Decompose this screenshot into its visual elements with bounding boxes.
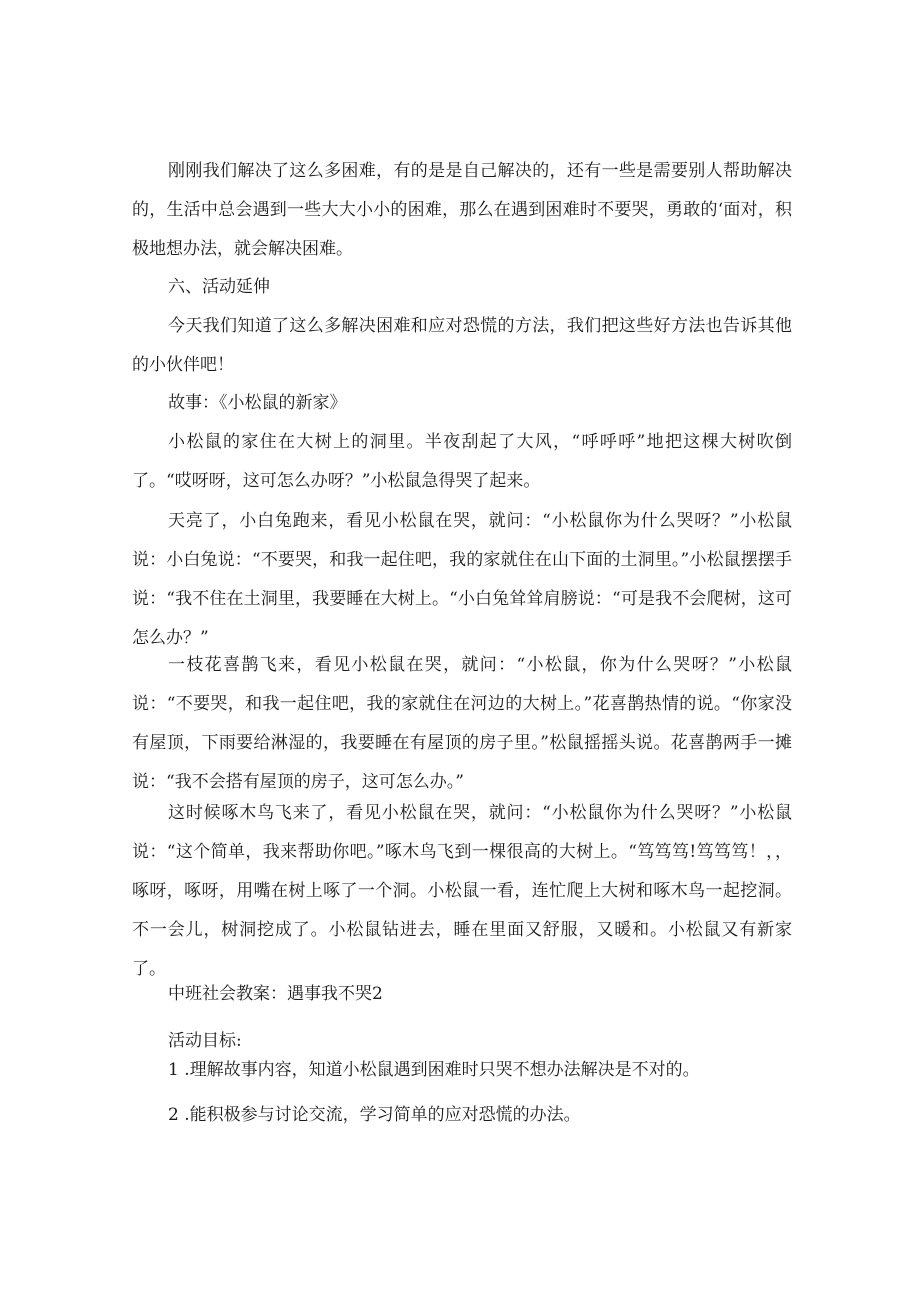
- goal-item-2: 2 .能积极参与讨论交流，学习简单的应对恐慌的办法。: [168, 1105, 581, 1125]
- story-paragraph-3: 一枝花喜鹊飞来，看见小松鼠在哭，就问：“小松鼠，你为什么哭呀？”小松鼠说：“不要哭，和我一起住吧，我的家就住在河边的大树上。”花喜鹊热情的说。“你家没有屋顶，下雨要给淋湿的，我要睡在有屋顶的房子里。”松鼠摇摇头说。花喜鹊两手一摊说：“我不会搭有屋顶的房子，这可怎么办。”: [132, 655, 792, 792]
- section-title: 中班社会教案：遇事我不哭2: [168, 984, 383, 1004]
- story-paragraph-2: 天亮了，小白兔跑来，看见小松鼠在哭，就问：“小松鼠你为什么哭呀？”小松鼠说：小白兔说：“不要哭，和我一起住吧，我的家就住在山下面的土洞里。”小松鼠摆摆手说：“我不住在土洞里，我要睡在大树上。“小白兔耸耸肩膀说：“可是我不会爬树，这可怎么办？”: [132, 511, 792, 648]
- paragraph-extension: 今天我们知道了这么多解决困难和应对恐慌的方法，我们把这些好方法也告诉其他的小伙伴吧！: [132, 316, 792, 375]
- goal-item-1: 1 .理解故事内容，知道小松鼠遇到困难时只哭不想办法解决是不对的。: [168, 1060, 700, 1080]
- story-paragraph-1: 小松鼠的家住在大树上的洞里。半夜刮起了大风，“呼呼呼”地把这棵大树吹倒了。“哎呀呀，这可怎么办呀？”小松鼠急得哭了起来。: [132, 432, 792, 491]
- story-title: 故事：《小松鼠的新家》: [168, 393, 347, 413]
- story-paragraph-4: 这时候啄木鸟飞来了，看见小松鼠在哭，就问：“小松鼠你为什么哭呀？”小松鼠说：“这个简单，我来帮助你吧。”啄木鸟飞到一棵很高的大树上。“笃笃笃!笃笃笃！，，啄呀，啄呀，用嘴在树上啄了一个洞。小松鼠一看，连忙爬上大树和啄木鸟一起挖洞。不一会儿，树洞挖成了。小松鼠钻进去，睡在里面又舒服，又暖和。小松鼠又有新家了。: [132, 803, 792, 979]
- paragraph-summary: 刚刚我们解决了这么多困难，有的是是自己解决的，还有一些是需要别人帮助解决的，生活中总会遇到一些大大小小的困难，那么在遇到困难时不要哭，勇敢的‘面对，积极地想办法，就会解决困难。: [132, 161, 792, 259]
- heading-activity-extension: 六、活动延伸: [168, 277, 270, 297]
- goals-label: 活动目标:: [168, 1031, 242, 1051]
